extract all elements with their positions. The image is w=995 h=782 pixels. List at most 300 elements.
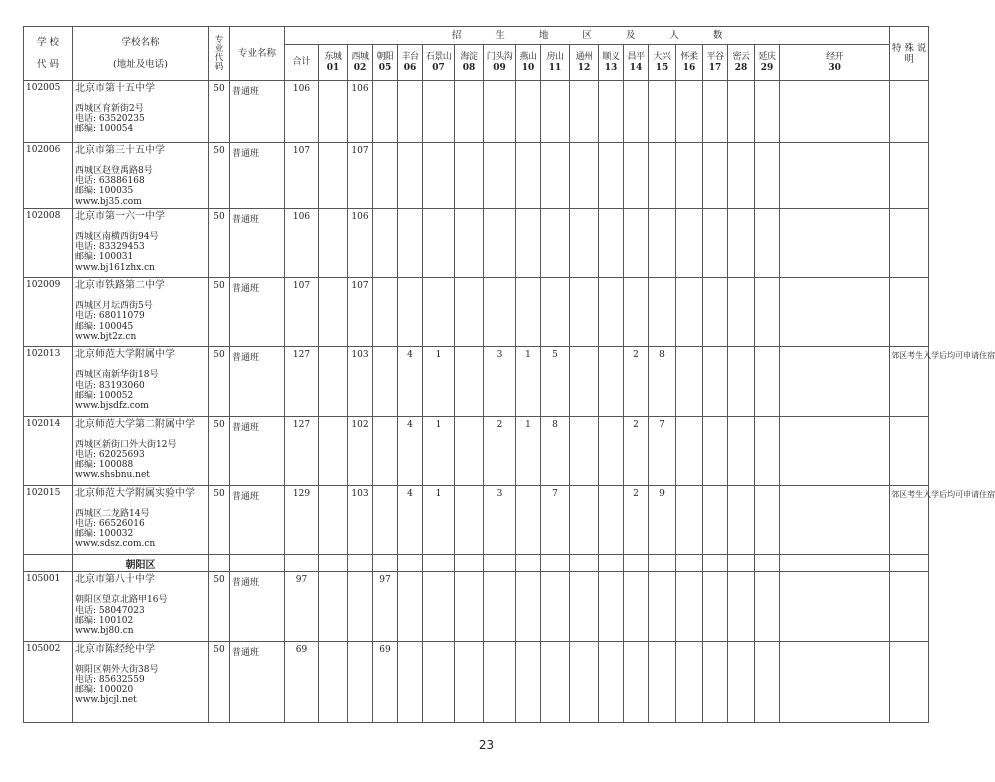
region-count-28 [728,81,755,143]
table-row [24,143,929,209]
major-code: 50 [209,81,230,143]
school-name: 北京师范大学附属中学 [75,349,175,361]
header-region-07 [423,45,455,81]
major-code: 50 [209,278,230,347]
school-name: 北京市铁路第二中学 [75,280,165,292]
region-count-05 [373,81,398,143]
region-count-07 [423,572,455,641]
header-region-name: 大兴 [653,51,671,62]
school-name: 北京市第十五中学 [75,83,155,94]
total-count: 127 [285,416,319,485]
header-school-code [24,27,73,81]
region-count-13 [599,209,624,278]
header-region-code: 12 [577,62,591,73]
region-count-14: 2 [624,347,649,416]
major-name: 普通班 [230,209,285,278]
region-count-08 [455,347,484,416]
header-region-code: 28 [734,62,748,73]
region-count-29 [755,485,780,554]
total-count: 106 [285,209,319,278]
school-detail-line: 朝阳区朝外大街38号 [75,664,159,675]
header-region-29 [755,45,780,81]
header-region-name: 经开 [826,51,844,62]
header-region-name: 平谷 [706,51,724,62]
district-empty-cell [570,555,599,572]
header-region-code: 11 [548,62,562,73]
major-name: 普通班 [230,641,285,722]
region-count-05 [373,347,398,416]
region-count-13 [599,278,624,347]
school-detail-line: 邮编: 100020 [75,684,134,695]
header-region-10 [516,45,541,81]
header-special-note: 特 殊 说 明 [890,27,929,81]
header-school-name [73,27,209,81]
table-header [24,27,929,81]
school-info [73,81,209,143]
region-count-29 [755,143,780,209]
region-count-02 [348,641,373,722]
major-name: 普通班 [230,347,285,416]
region-count-16 [676,209,703,278]
region-count-07: 1 [423,416,455,485]
region-count-09 [484,81,516,143]
region-count-10 [516,485,541,554]
region-count-16 [676,416,703,485]
region-count-08 [455,641,484,722]
header-region-code: 15 [655,62,669,73]
district-empty-cell [890,555,929,572]
region-count-30 [780,209,890,278]
region-count-16 [676,81,703,143]
region-count-13 [599,641,624,722]
region-count-10 [516,278,541,347]
school-detail-line: 西城区育新街2号 [75,104,144,114]
header-region-name: 通州 [575,51,593,62]
header-region-15 [649,45,676,81]
region-count-10 [516,641,541,722]
school-name: 北京市第八十中学 [75,574,155,586]
header-name-line1: 学校名称 [121,37,160,48]
table-body [24,81,995,723]
region-count-01 [319,572,348,641]
region-count-12 [570,347,599,416]
page-number: 23 [478,738,495,752]
region-count-02: 103 [348,347,373,416]
header-region-code: 02 [353,62,367,73]
region-count-13 [599,81,624,143]
school-code: 102014 [24,416,73,485]
admissions-table [23,26,995,723]
region-count-29 [755,81,780,143]
school-detail-line: 西城区赵登禹路8号 [75,166,153,177]
school-detail-line: 西城区新街口外大街12号 [75,439,177,450]
region-count-28 [728,485,755,554]
region-count-15 [649,209,676,278]
header-region-08 [455,45,484,81]
region-count-07: 1 [423,485,455,554]
region-count-12 [570,143,599,209]
region-count-13 [599,143,624,209]
district-empty-cell [373,555,398,572]
header-region-name: 朝阳 [376,51,394,62]
region-count-11: 5 [541,347,570,416]
major-code: 50 [209,143,230,209]
header-region-09 [484,45,516,81]
region-count-02: 106 [348,81,373,143]
region-count-30 [780,641,890,722]
header-region-16 [676,45,703,81]
region-count-12 [570,278,599,347]
school-detail-line: 电话: 62025693 [75,449,145,460]
school-detail-line: 电话: 68011079 [75,311,145,322]
region-count-05: 69 [373,641,398,722]
school-detail-line: 邮编: 100088 [75,460,134,471]
region-count-05 [373,278,398,347]
header-region-name: 顺义 [602,51,620,62]
school-detail-line: 朝阳区望京北路甲16号 [75,595,168,606]
header-major-code [209,27,230,81]
region-count-11 [541,641,570,722]
region-count-30 [780,143,890,209]
district-empty-cell [398,555,423,572]
region-count-15 [649,641,676,722]
table-row [24,572,929,641]
region-count-12 [570,572,599,641]
region-count-01 [319,485,348,554]
school-info [73,416,209,485]
major-code: 50 [209,485,230,554]
region-count-28 [728,572,755,641]
major-name: 普通班 [230,572,285,641]
header-region-30 [780,45,890,81]
header-region-code: 09 [493,62,506,73]
region-count-02: 106 [348,209,373,278]
school-detail-line: www.shsbnu.net [75,470,150,481]
total-count: 106 [285,81,319,143]
school-info [73,278,209,347]
header-region-name: 怀柔 [680,51,698,62]
header-region-code: 16 [682,62,696,73]
header-region-name: 丰台 [401,51,419,62]
district-row [24,555,929,572]
region-count-10: 1 [516,347,541,416]
region-count-01 [319,347,348,416]
region-count-01 [319,143,348,209]
region-count-06 [398,641,423,722]
region-count-30 [780,347,890,416]
table-row [24,81,929,143]
school-detail-line: 电话: 58047023 [75,605,145,616]
region-count-07 [423,209,455,278]
region-count-29 [755,347,780,416]
region-count-28 [728,347,755,416]
school-info [73,572,209,641]
region-count-15 [649,278,676,347]
region-count-28 [728,641,755,722]
region-count-07 [423,278,455,347]
region-count-11 [541,209,570,278]
school-code: 102013 [24,347,73,416]
region-count-16 [676,485,703,554]
district-empty-cell [755,555,780,572]
district-empty-cell [516,555,541,572]
region-count-13 [599,572,624,641]
region-count-16 [676,278,703,347]
region-count-08 [455,572,484,641]
region-count-14 [624,209,649,278]
region-count-02 [348,572,373,641]
header-major-code-text: 专业代码 [214,34,224,72]
school-detail-line: 西城区南横西街94号 [75,232,159,243]
table-row [24,209,929,278]
district-empty-cell [624,555,649,572]
region-count-29 [755,416,780,485]
district-empty-cell [780,555,890,572]
region-count-17 [703,641,728,722]
special-note [890,641,929,722]
header-region-02 [348,45,373,81]
header-region-code: 29 [760,62,774,73]
region-count-07 [423,143,455,209]
table-row [24,416,929,485]
district-empty-cell [541,555,570,572]
school-detail-line: 西城区二龙路14号 [75,508,150,519]
header-region-code: 30 [828,62,841,73]
region-count-17 [703,485,728,554]
region-count-14 [624,278,649,347]
region-count-11: 8 [541,416,570,485]
region-count-09 [484,209,516,278]
region-count-09 [484,572,516,641]
header-region-12 [570,45,599,81]
school-code: 105002 [24,641,73,722]
school-detail-line: www.bj35.com [75,196,142,207]
total-count: 107 [285,143,319,209]
header-region-title: 招生地区及人数 [285,27,890,45]
region-count-11: 7 [541,485,570,554]
major-name: 普通班 [230,81,285,143]
total-count: 69 [285,641,319,722]
region-count-12 [570,416,599,485]
region-count-15: 8 [649,347,676,416]
region-count-29 [755,572,780,641]
region-count-07 [423,81,455,143]
header-region-code: 13 [604,62,618,73]
header-region-name: 房山 [546,51,564,62]
special-note [890,278,929,347]
region-count-05 [373,209,398,278]
major-name: 普通班 [230,485,285,554]
district-empty-cell [230,555,285,572]
header-region-name: 东城 [324,51,342,62]
region-count-06 [398,143,423,209]
major-code: 50 [209,347,230,416]
region-count-09: 3 [484,485,516,554]
region-count-06 [398,209,423,278]
district-empty-cell [423,555,455,572]
region-count-02: 107 [348,278,373,347]
region-count-15 [649,143,676,209]
table-row [24,347,929,416]
header-region-28 [728,45,755,81]
school-detail-line: www.bjt2z.cn [75,331,137,342]
region-count-08 [455,416,484,485]
school-name: 北京市陈经纶中学 [75,643,155,655]
region-count-05 [373,416,398,485]
region-count-28 [728,416,755,485]
total-count: 127 [285,347,319,416]
header-region-code: 10 [521,62,535,73]
region-count-10 [516,209,541,278]
region-count-17 [703,416,728,485]
district-empty-cell [484,555,516,572]
header-region-13 [599,45,624,81]
school-detail-line: 电话: 63520235 [75,114,145,125]
region-count-07: 1 [423,347,455,416]
region-count-28 [728,209,755,278]
district-empty-cell [285,555,319,572]
school-detail-line: www.bj161zhx.cn [75,262,155,273]
school-name: 北京市第一六一中学 [75,211,165,223]
header-region-name: 海淀 [460,51,478,62]
region-count-06 [398,278,423,347]
header-region-code: 07 [432,62,445,73]
region-count-01 [319,278,348,347]
region-count-30 [780,572,890,641]
header-region-code: 06 [403,62,417,73]
region-count-14 [624,641,649,722]
region-count-08 [455,81,484,143]
major-code: 50 [209,209,230,278]
header-name-line2: (地址及电话) [113,59,168,70]
school-detail-line: 西城区南新华街18号 [75,370,159,381]
region-count-29 [755,278,780,347]
school-detail-line: www.bjsdfz.com [75,401,149,412]
district-empty-cell [455,555,484,572]
region-count-15: 7 [649,416,676,485]
header-region-name: 石景山 [425,51,452,62]
school-info [73,641,209,722]
region-count-14: 2 [624,485,649,554]
region-count-14 [624,143,649,209]
region-count-16 [676,143,703,209]
school-detail-line: 西城区月坛西街5号 [75,301,153,312]
header-region-17 [703,45,728,81]
school-code: 102009 [24,278,73,347]
region-count-01 [319,209,348,278]
special-note [890,416,929,485]
table-row [24,278,929,347]
total-count: 129 [285,485,319,554]
school-detail-line: 电话: 63886168 [75,176,145,187]
total-count: 107 [285,278,319,347]
school-detail-line: 邮编: 100035 [75,186,134,197]
total-count: 97 [285,572,319,641]
region-count-14: 2 [624,416,649,485]
header-region-11 [541,45,570,81]
region-count-12 [570,641,599,722]
school-detail-line: www.bj80.cn [75,625,134,636]
major-code: 50 [209,416,230,485]
region-count-14 [624,572,649,641]
school-detail-line: www.sdsz.com.cn [75,539,156,550]
school-detail-line: 邮编: 100032 [75,529,134,540]
school-info [73,143,209,209]
region-count-17 [703,278,728,347]
region-count-17 [703,81,728,143]
school-code: 105001 [24,572,73,641]
school-info [73,209,209,278]
school-name: 北京师范大学附属实验中学 [75,487,195,499]
region-count-29 [755,209,780,278]
region-count-06: 4 [398,485,423,554]
district-empty-cell [319,555,348,572]
region-count-12 [570,81,599,143]
header-region-06 [398,45,423,81]
region-count-08 [455,278,484,347]
region-count-28 [728,278,755,347]
table-row [24,641,929,722]
region-count-09 [484,641,516,722]
region-count-11 [541,572,570,641]
school-detail-line: 电话: 83329453 [75,242,145,253]
region-count-16 [676,641,703,722]
region-count-11 [541,278,570,347]
school-detail-line: 电话: 83193060 [75,380,145,391]
region-count-13 [599,485,624,554]
district-empty-cell [348,555,373,572]
major-code: 50 [209,572,230,641]
region-count-09 [484,143,516,209]
district-empty-cell [599,555,624,572]
district-empty-cell [703,555,728,572]
school-info [73,347,209,416]
major-name: 普通班 [230,416,285,485]
region-count-09 [484,278,516,347]
region-count-17 [703,572,728,641]
region-count-06: 4 [398,347,423,416]
region-count-14 [624,81,649,143]
region-count-30 [780,81,890,143]
region-count-13 [599,347,624,416]
region-count-16 [676,347,703,416]
region-count-06 [398,81,423,143]
region-count-05 [373,143,398,209]
header-region-name: 门头沟 [486,51,513,62]
school-detail-line: 邮编: 100054 [75,124,134,135]
school-detail-line: 电话: 66526016 [75,519,145,530]
region-count-16 [676,572,703,641]
school-code: 102005 [24,81,73,143]
header-region-code: 14 [629,62,643,73]
region-count-01 [319,641,348,722]
header-major-name: 专业名称 [230,27,285,81]
region-count-11 [541,143,570,209]
region-count-07 [423,641,455,722]
header-region-code: 05 [378,62,392,73]
school-code: 102006 [24,143,73,209]
region-count-09: 3 [484,347,516,416]
region-count-29 [755,641,780,722]
region-count-10 [516,143,541,209]
region-count-15 [649,572,676,641]
district-empty-cell [209,555,230,572]
school-name: 北京市第三十五中学 [75,145,165,157]
school-name: 北京师范大学第二附属中学 [75,418,195,430]
region-count-30 [780,416,890,485]
region-count-10 [516,572,541,641]
region-count-30 [780,485,890,554]
